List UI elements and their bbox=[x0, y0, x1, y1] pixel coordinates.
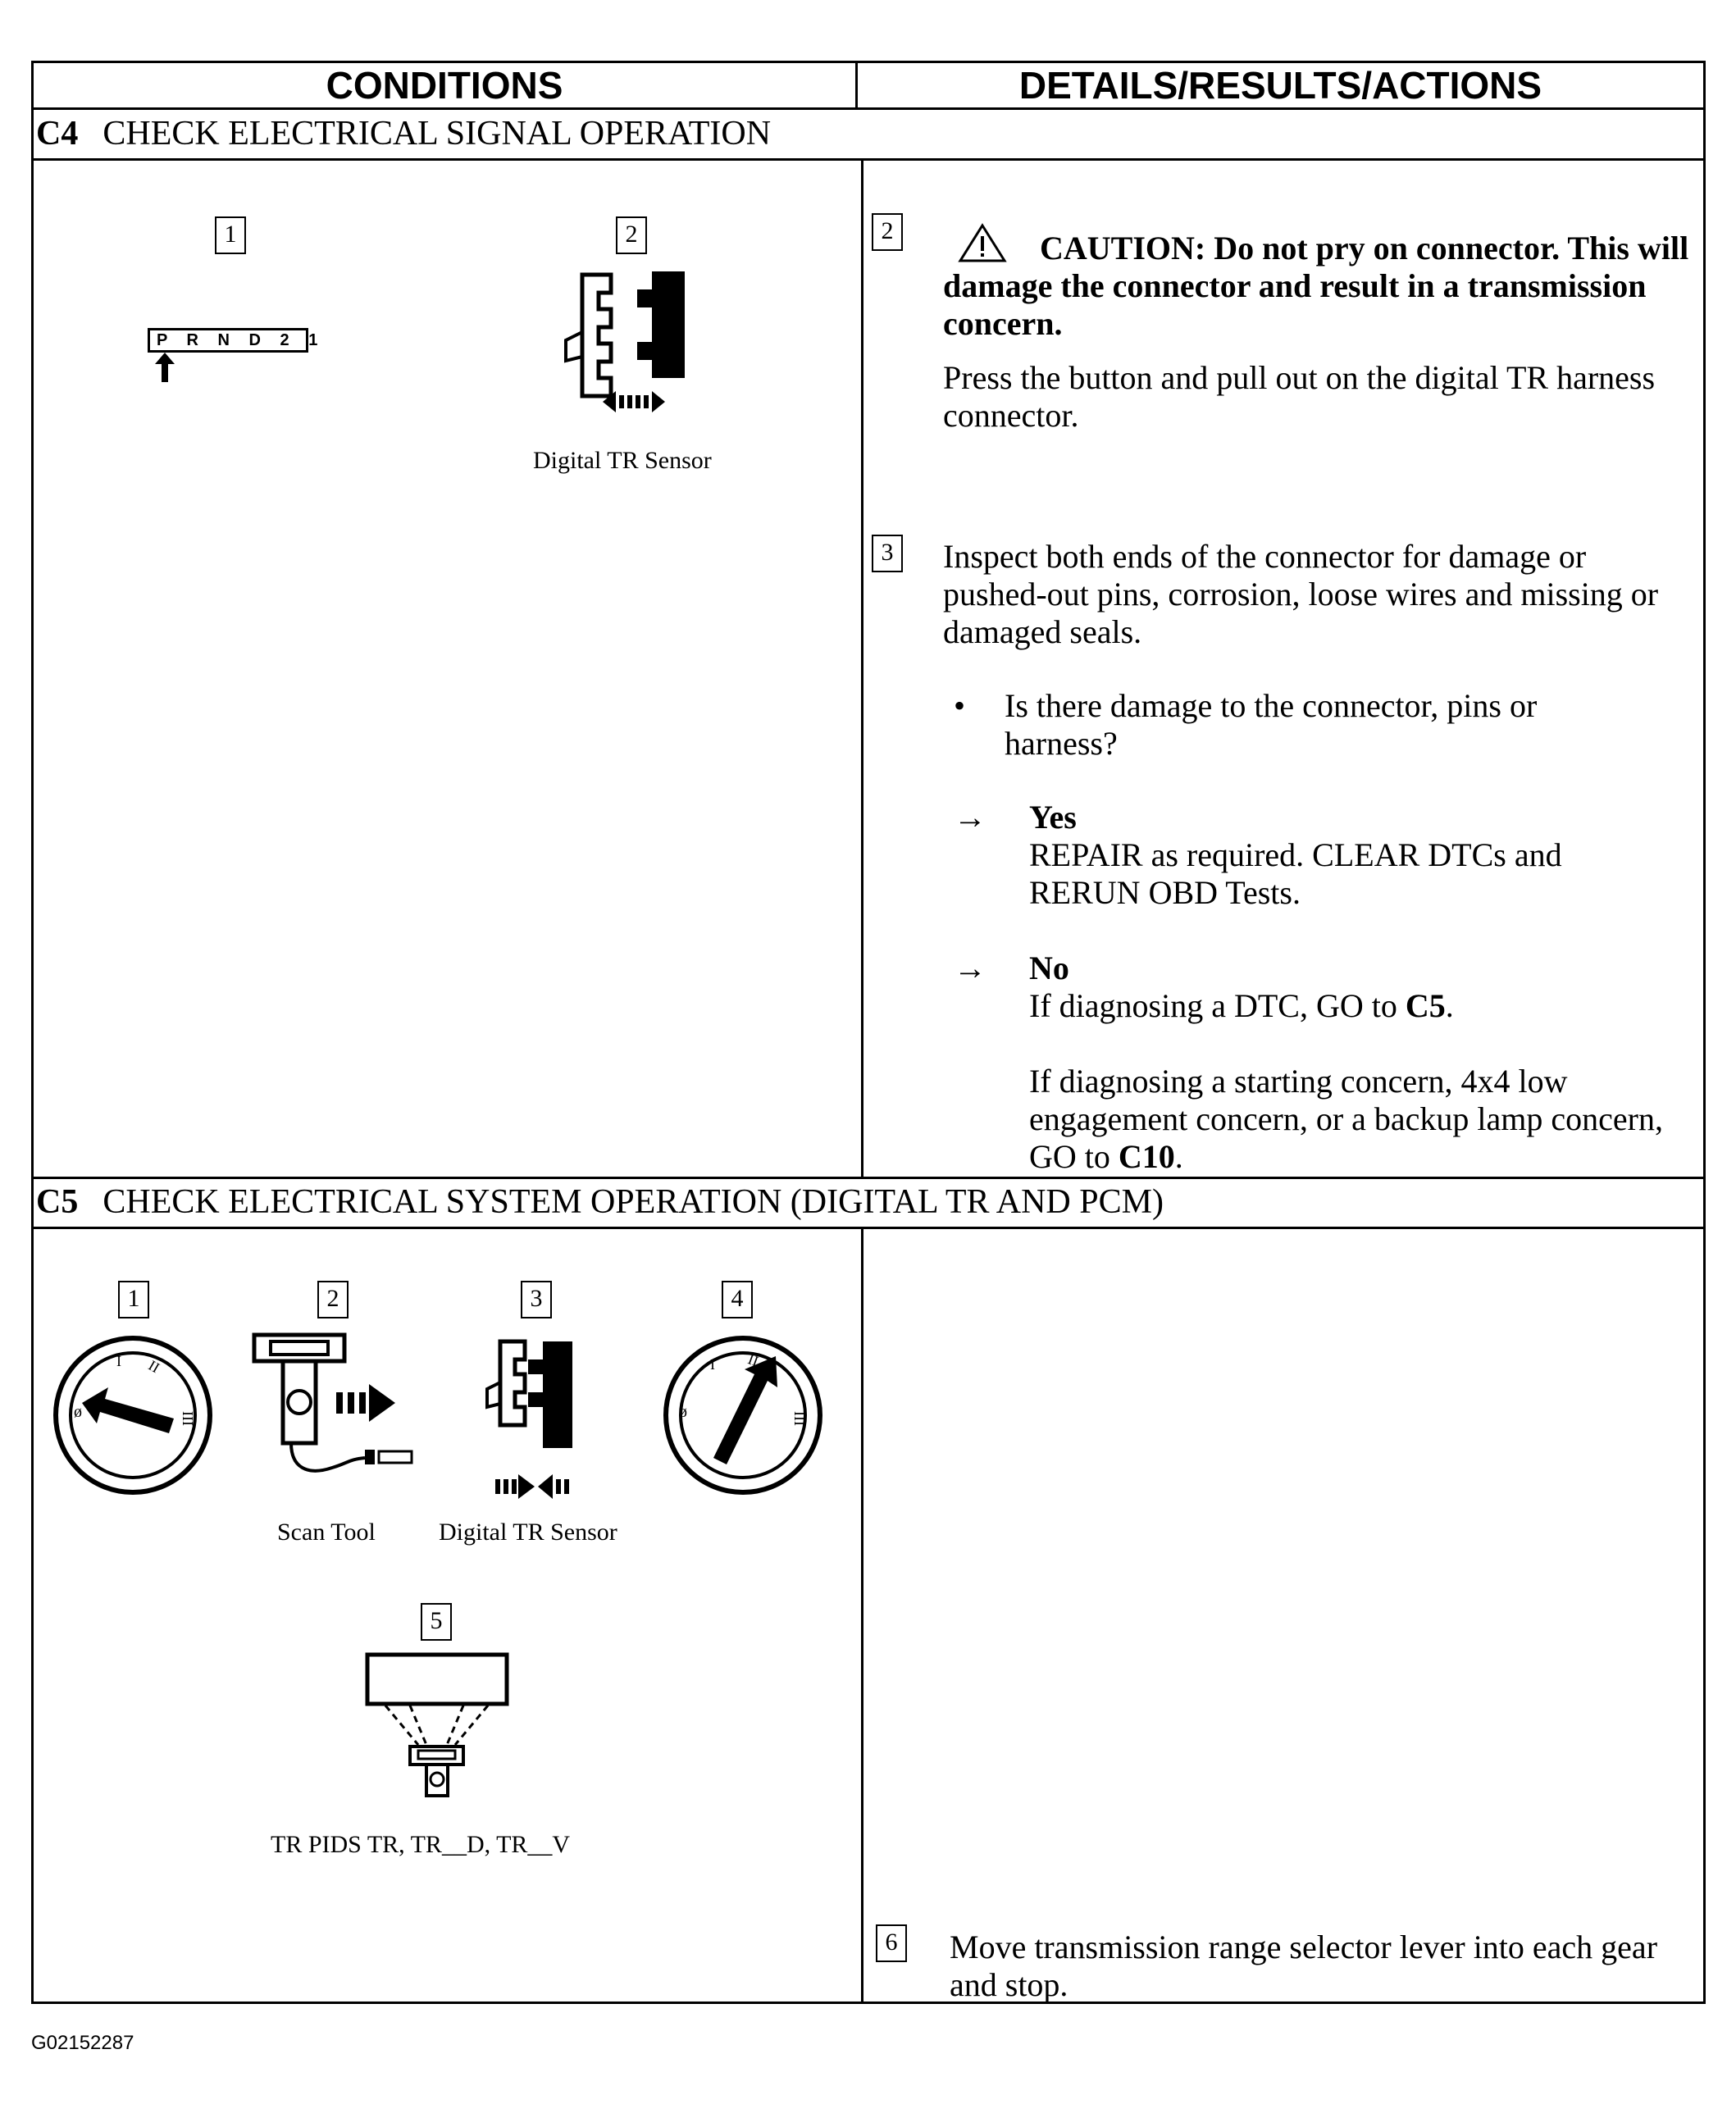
c4-title: CHECK ELECTRICAL SIGNAL OPERATION bbox=[103, 115, 772, 153]
c4-code: C4 bbox=[36, 115, 79, 153]
tr-connector-disconnect-icon bbox=[545, 266, 709, 414]
c5-step4-marker: 4 bbox=[722, 1281, 753, 1318]
up-arrow-icon bbox=[154, 353, 179, 385]
damage-question: Is there damage to the connector, pins or harness? bbox=[1005, 687, 1538, 762]
move-selector-instruction: Move transmission range selector lever into each gear and stop. bbox=[950, 1929, 1658, 2003]
svg-text:I: I bbox=[116, 1353, 121, 1369]
svg-text:ø: ø bbox=[679, 1403, 687, 1421]
c5-step1-marker: 1 bbox=[118, 1281, 149, 1318]
c5-sensor-caption: Digital TR Sensor bbox=[439, 1519, 617, 1546]
c4-detail-step2-marker: 2 bbox=[872, 213, 903, 251]
c5-code: C5 bbox=[36, 1183, 79, 1221]
c4-step2-marker: 2 bbox=[616, 216, 647, 254]
svg-text:II: II bbox=[145, 1356, 163, 1377]
c4-step1-marker: 1 bbox=[215, 216, 246, 254]
ignition-run-icon bbox=[661, 1333, 825, 1497]
details-header: DETAILS/RESULTS/ACTIONS bbox=[1018, 64, 1542, 107]
inspect-instruction: Inspect both ends of the connector for damage or pushed-out pins, corrosion, loose wires and missing or damaged seals. bbox=[943, 538, 1659, 650]
caution-text: CAUTION: Do not pry on connector. This will damage the connector and result in a transmission concern. bbox=[943, 230, 1689, 342]
no-action-dtc-text: If diagnosing a DTC, GO to bbox=[1029, 987, 1406, 1024]
svg-text:III: III bbox=[180, 1411, 196, 1426]
c4-sensor-caption: Digital TR Sensor bbox=[533, 447, 712, 474]
c5-detail-step6-marker: 6 bbox=[876, 1924, 907, 1962]
scan-tool-connect-icon bbox=[246, 1335, 426, 1499]
no-action-starting-text: If diagnosing a starting concern, 4x4 low engagement concern, or a backup lamp concern, GO to bbox=[1029, 1063, 1663, 1175]
figure-code: G02152287 bbox=[31, 2032, 134, 2054]
press-button-instruction: Press the button and pull out on the digital TR harness connector. bbox=[943, 359, 1656, 434]
c5-title: CHECK ELECTRICAL SYSTEM OPERATION (DIGITAL TR AND PCM) bbox=[103, 1183, 1164, 1221]
no-label: No bbox=[1029, 950, 1069, 986]
gear-indicator-letters: P R N D 2 1 bbox=[148, 328, 308, 353]
c4-title-row bbox=[36, 110, 771, 157]
no-action-starting bbox=[1029, 1063, 1677, 1176]
pids-caption: TR PIDS TR, TR__D, TR__V bbox=[271, 1831, 571, 1858]
no-action-dtc-period: . bbox=[1445, 987, 1454, 1024]
conditions-header: CONDITIONS bbox=[326, 64, 563, 107]
c5-title-row bbox=[36, 1178, 1164, 1226]
ignition-off-icon bbox=[51, 1333, 215, 1497]
c4-detail-step3-marker: 3 bbox=[872, 535, 903, 572]
yes-arrow-icon: → bbox=[954, 799, 986, 836]
svg-text:II: II bbox=[745, 1350, 761, 1370]
question-bullet: • bbox=[954, 687, 966, 724]
svg-text:I: I bbox=[710, 1356, 715, 1373]
yes-label: Yes bbox=[1029, 799, 1077, 836]
c4-title-divider bbox=[31, 158, 1706, 161]
no-arrow-icon: → bbox=[954, 950, 986, 986]
yes-action: REPAIR as required. CLEAR DTCs and RERUN OBD Tests. bbox=[1029, 836, 1562, 911]
scan-tool-display-icon bbox=[361, 1655, 517, 1802]
no-action-dtc bbox=[1029, 987, 1669, 1025]
c5-step5-marker: 5 bbox=[421, 1603, 452, 1641]
c5-title-divider bbox=[31, 1227, 1706, 1229]
gear-indicator-illustration bbox=[148, 328, 326, 385]
c5-step2-marker: 2 bbox=[317, 1281, 349, 1318]
c4-col-divider bbox=[861, 158, 863, 1179]
goto-c5-link[interactable]: C5 bbox=[1405, 987, 1446, 1024]
tr-connector-connect-icon bbox=[467, 1341, 599, 1497]
c5-col-divider bbox=[861, 1227, 863, 2004]
svg-text:III: III bbox=[791, 1411, 808, 1426]
scan-tool-caption: Scan Tool bbox=[277, 1519, 376, 1546]
svg-text:ø: ø bbox=[74, 1403, 82, 1421]
no-action-starting-period: . bbox=[1174, 1138, 1183, 1175]
goto-c10-link[interactable]: C10 bbox=[1118, 1138, 1175, 1175]
c5-step3-marker: 3 bbox=[521, 1281, 552, 1318]
